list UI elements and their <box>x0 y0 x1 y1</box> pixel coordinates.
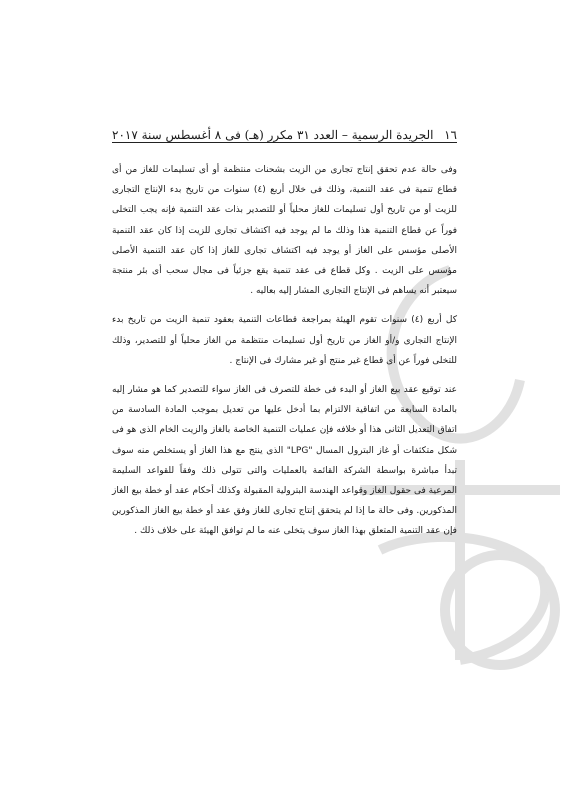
header-divider <box>112 142 457 143</box>
document-body <box>112 160 457 551</box>
paragraph: عند توقيع عقد بيع الغاز أو البدء فى خطة للتصرف فى الغاز سواء للتصدير كما هو مشار إليه بالمادة السابعة من اتفاقية الالتزام بما أدخل عليها من تعديل بموجب المادة السادسة من اتفاق التعديل الثانى هذا أو خلافه فإن عمليات التنمية الخاصة بالغاز والزيت الخام الذى هو فى شكل متكثفات أو غاز البترول المسال "LPG" الذى ينتج مع هذا الغاز أو يستخلص منه سوف تبدأ مباشرة بواسطة الشركة القائمة بالعمليات والتى تتولى ذلك وفقاً للقواعد السليمة المرعية فى حقول الغاز وقواعد الهندسة البترولية المقبولة وكذلك أحكام عقد أو خطة بيع الغاز المذكورين. وفى حالة ما إذا لم يتحقق إنتاج تجارى للغاز وفق عقد أو خطة بيع الغاز المذكورين فإن عقد التنمية المتعلق بهذا الغاز سوف يتخلى عنه ما لم توافق الهيئة على خلاف ذلك . <box>112 385 457 537</box>
page-number: ١٦ <box>444 128 457 142</box>
gazette-title: الجريدة الرسمية – العدد ٣١ مكرر (هـ) فى ٨ أغسطس سنة ٢٠١٧ <box>112 128 434 142</box>
paragraph: كل أربع (٤) سنوات تقوم الهيئة بمراجعة قطاعات التنمية بعقود تنمية الزيت من تاريخ بدء الإنتاج التجارى و/أو الغاز من تاريخ أول تسليمات منتظمة من الغاز محلياً أو للتصدير، وذلك للتخلى فوراً عن أى قطاع غير منتج أو غير مشارك فى الإنتاج . <box>112 315 457 366</box>
paragraph: وفى حالة عدم تحقق إنتاج تجارى من الزيت بشحنات منتظمة أو أى تسليمات للغاز من أى قطاع تنمية فى عقد التنمية، وذلك فى خلال أربع (٤) سنوات من تاريخ بدء الإنتاج التجارى للزيت أو من تاريخ أول تسليمات للغاز محلياً أو للتصدير بذات عقد التنمية فإنه يجب التخلى فوراً عن قطاع التنمية هذا وذلك ما لم يوجد فيه اكتشاف تجارى للزيت إذا كان عقد التنمية الأصلى مؤسس على الغاز أو يوجد فيه اكتشاف تجارى للغاز إذا كان عقد التنمية الأصلى مؤسس على الزيت . وكل قطاع فى عقد تنمية يقع جزئياً فى مجال سحب أى بئر منتجة سيعتبر أنه يساهم فى الإنتاج التجارى المشار إليه بعاليه . <box>112 165 457 297</box>
page-header <box>112 120 457 142</box>
